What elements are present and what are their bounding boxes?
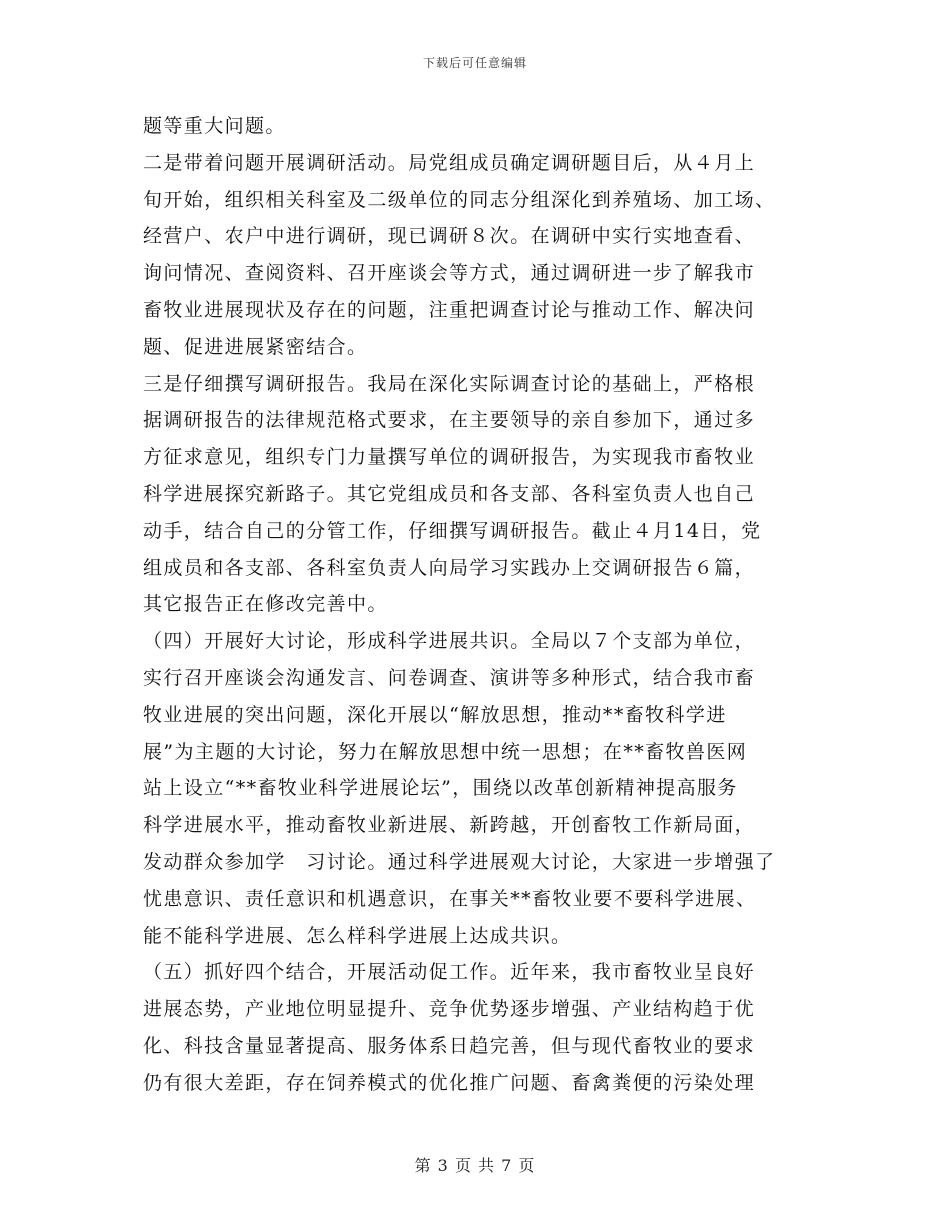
text-line: 询问情况、查阅资料、召开座谈会等方式，通过调研进一步了解我市	[143, 262, 756, 285]
text-line: 题等重大问题。	[143, 115, 286, 137]
text-line: 实行召开座谈会沟通发言、问卷调查、演讲等多种形式，结合我市畜	[143, 666, 756, 689]
text-line: 能不能科学进展、怎么样科学进展上达成共识。	[143, 924, 572, 947]
text-line: 方征求意见，组织专门力量撰写单位的调研报告，为实现我市畜牧业	[143, 446, 756, 469]
text-line: 发动群众参加学 习讨论。通过科学进展观大讨论，大家进一步增强了	[143, 850, 776, 873]
text-line: （四）开展好大讨论，形成科学进展共识。全局以７个支部为单位，	[143, 630, 756, 653]
text-line: 展”为主题的大讨论，努力在解放思想中统一思想；在**畜牧兽医网	[143, 740, 748, 763]
text-line: 组成员和各支部、各科室负责人向局学习实践办上交调研报告６篇，	[143, 556, 756, 579]
text-line: 三是仔细撰写调研报告。我局在深化实际调查讨论的基础上，严格根	[143, 372, 756, 395]
text-line: 畜牧业进展现状及存在的问题，注重把调查讨论与推动工作、解决问	[143, 298, 756, 321]
text-line: 动手，结合自己的分管工作，仔细撰写调研报告。截止４月14日，党	[143, 519, 762, 542]
page-header-note: 下载后可任意编辑	[422, 56, 527, 70]
document-body	[143, 108, 815, 1102]
text-line: 进展态势，产业地位明显提升、竞争优势逐步增强、产业结构趋于优	[143, 998, 756, 1021]
text-line: 牧业进展的突出问题，深化开展以“解放思想，推动**畜牧科学进	[143, 703, 727, 726]
text-line: 经营户、农户中进行调研，现已调研８次。在调研中实行实地查看、	[143, 225, 756, 248]
text-line: 科学进展探究新路子。其它党组成员和各支部、各科室负责人也自己	[143, 482, 756, 505]
text-line: （五）抓好四个结合，开展活动促工作。近年来，我市畜牧业呈良好	[143, 961, 756, 984]
text-line: 科学进展水平，推动畜牧业新进展、新跨越，开创畜牧工作新局面，	[143, 814, 756, 837]
text-line: 据调研报告的法律规范格式要求，在主要领导的亲自参加下，通过多	[143, 409, 756, 432]
text-line: 其它报告正在修改完善中。	[143, 593, 388, 616]
text-line: 旬开始，组织相关科室及二级单位的同志分组深化到养殖场、加工场、	[143, 188, 776, 211]
text-line: 站上设立“**畜牧业科学进展论坛”，围绕以改革创新精神提高服务	[143, 777, 738, 800]
text-line: 题、促进进展紧密结合。	[143, 335, 368, 358]
page-number-footer: 第 3 页 共 7 页	[414, 1156, 536, 1175]
text-line: 化、科技含量显著提高、服务体系日趋完善，但与现代畜牧业的要求	[143, 1034, 756, 1057]
text-line: 忧患意识、责任意识和机遇意识，在事关**畜牧业要不要科学进展、	[143, 887, 757, 910]
text-line: 二是带着问题开展调研活动。局党组成员确定调研题目后，从４月上	[143, 151, 756, 174]
text-line: 仍有很大差距，存在饲养模式的优化推广问题、畜禽粪便的污染处理	[143, 1071, 756, 1094]
